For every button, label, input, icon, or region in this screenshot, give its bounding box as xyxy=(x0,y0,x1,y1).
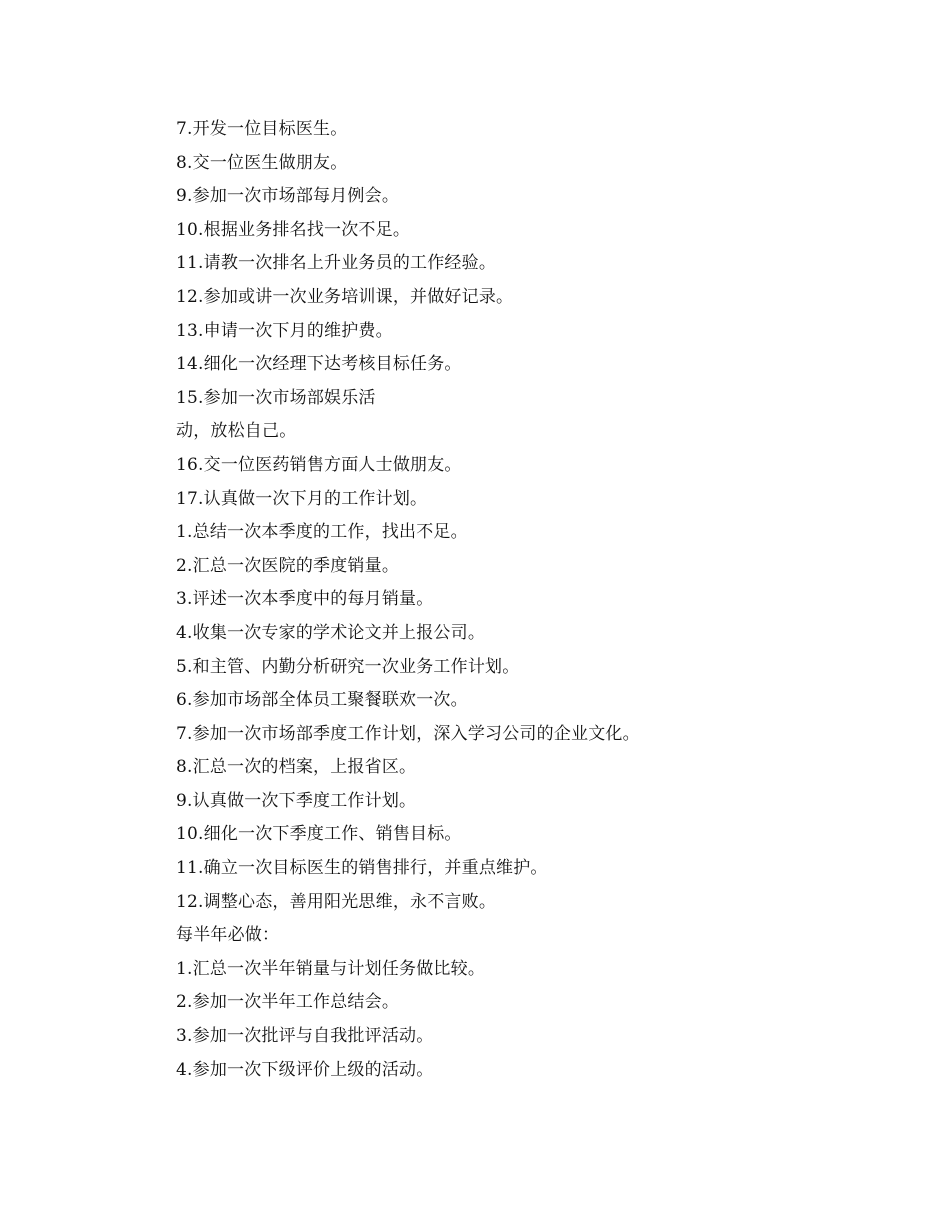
list-item: 9.参加一次市场部每月例会。 xyxy=(176,186,400,207)
list-item: 12.参加或讲一次业务培训课，并做好记录。 xyxy=(176,286,514,307)
list-item: 10.细化一次下季度工作、销售目标。 xyxy=(176,824,462,845)
section-heading: 每半年必做： xyxy=(176,925,280,946)
list-item: 11.确立一次目标医生的销售排行，并重点维护。 xyxy=(176,858,548,879)
list-item: 6.参加市场部全体员工聚餐联欢一次。 xyxy=(176,690,468,711)
list-item: 11.请教一次排名上升业务员的工作经验。 xyxy=(176,253,497,274)
list-item: 12.调整心态，善用阳光思维，永不言败。 xyxy=(176,891,497,912)
list-item: 7.参加一次市场部季度工作计划，深入学习公司的企业文化。 xyxy=(176,723,640,744)
list-item: 13.申请一次下月的维护费。 xyxy=(176,320,393,341)
list-item: 8.交一位医生做朋友。 xyxy=(176,152,348,173)
list-item: 1.汇总一次半年销量与计划任务做比较。 xyxy=(176,958,486,979)
list-item: 14.细化一次经理下达考核目标任务。 xyxy=(176,354,462,375)
list-item: 3.评述一次本季度中的每月销量。 xyxy=(176,589,434,610)
list-item: 9.认真做一次下季度工作计划。 xyxy=(176,790,417,811)
list-item: 5.和主管、内勤分析研究一次业务工作计划。 xyxy=(176,656,520,677)
list-item: 1.总结一次本季度的工作，找出不足。 xyxy=(176,522,468,543)
list-item: 2.汇总一次医院的季度销量。 xyxy=(176,555,400,576)
list-item: 8.汇总一次的档案，上报省区。 xyxy=(176,757,417,778)
list-item: 2.参加一次半年工作总结会。 xyxy=(176,992,400,1013)
list-item: 3.参加一次批评与自我批评活动。 xyxy=(176,1026,434,1047)
list-item-continuation: 动，放松自己。 xyxy=(176,421,297,442)
list-item: 10.根据业务排名找一次不足。 xyxy=(176,219,411,240)
list-item: 4.收集一次专家的学术论文并上报公司。 xyxy=(176,622,486,643)
list-item: 15.参加一次市场部娱乐活 xyxy=(176,387,376,408)
list-item: 17.认真做一次下月的工作计划。 xyxy=(176,488,428,509)
list-item: 4.参加一次下级评价上级的活动。 xyxy=(176,1059,434,1080)
list-item: 7.开发一位目标医生。 xyxy=(176,119,348,139)
list-item: 16.交一位医药销售方面人士做朋友。 xyxy=(176,454,462,475)
document-body xyxy=(176,113,816,1087)
